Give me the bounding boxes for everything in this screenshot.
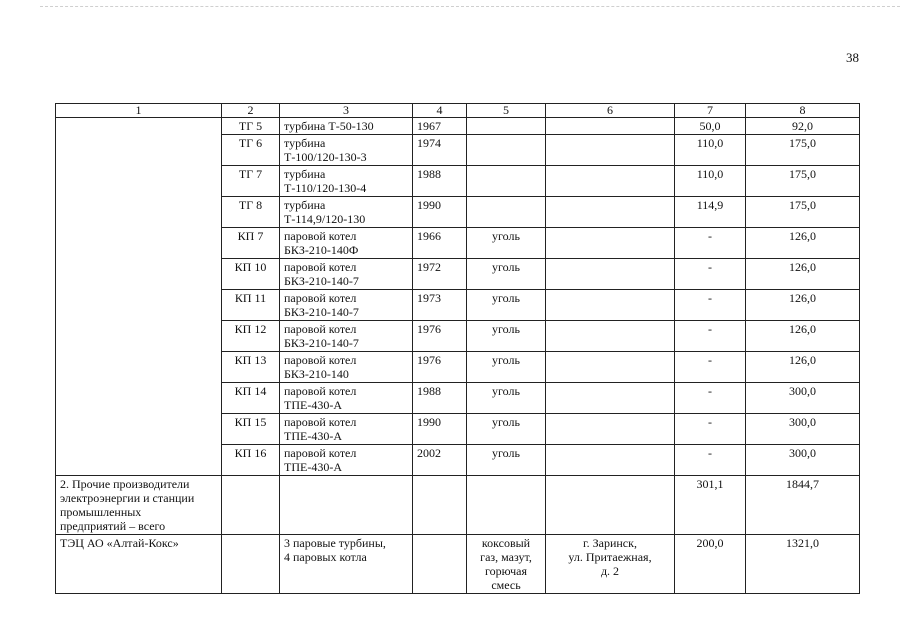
fuel-cell: коксовый газ, мазут, горючая смесь <box>467 535 546 594</box>
equipment-cell: паровой котел БКЗ-210-140-7 <box>280 321 413 352</box>
electric-capacity-cell: 110,0 <box>675 135 746 166</box>
producer-name-cell: ТЭЦ АО «Алтай-Кокс» <box>56 535 222 594</box>
electric-capacity-cell: - <box>675 321 746 352</box>
thermal-capacity-cell: 126,0 <box>746 352 860 383</box>
year-cell: 1990 <box>413 197 467 228</box>
electric-capacity-cell: 114,9 <box>675 197 746 228</box>
thermal-capacity-cell: 126,0 <box>746 321 860 352</box>
year-cell: 1967 <box>413 118 467 135</box>
fuel-cell: уголь <box>467 383 546 414</box>
equipment-cell: паровой котел ТПЕ-430-А <box>280 383 413 414</box>
unit-code-cell: КП 7 <box>222 228 280 259</box>
location-cell <box>546 135 675 166</box>
electric-capacity-cell: - <box>675 228 746 259</box>
year-cell: 1988 <box>413 166 467 197</box>
location-cell <box>546 290 675 321</box>
equipment-cell: паровой котел БКЗ-210-140Ф <box>280 228 413 259</box>
column-number: 3 <box>280 104 413 118</box>
electric-capacity-cell: - <box>675 290 746 321</box>
equipment-cell: турбина Т-114,9/120-130 <box>280 197 413 228</box>
page-number: 38 <box>846 50 859 65</box>
location-cell <box>546 383 675 414</box>
column-number: 2 <box>222 104 280 118</box>
unit-code-cell: ТГ 7 <box>222 166 280 197</box>
location-cell <box>546 166 675 197</box>
fuel-cell <box>467 476 546 535</box>
electric-capacity-cell: 200,0 <box>675 535 746 594</box>
unit-code-cell: ТГ 6 <box>222 135 280 166</box>
location-cell <box>546 259 675 290</box>
thermal-capacity-cell: 126,0 <box>746 259 860 290</box>
location-cell <box>546 321 675 352</box>
equipment-cell: паровой котел БКЗ-210-140-7 <box>280 290 413 321</box>
electric-capacity-cell: - <box>675 259 746 290</box>
location-cell <box>546 197 675 228</box>
thermal-capacity-cell: 92,0 <box>746 118 860 135</box>
location-cell <box>546 352 675 383</box>
year-cell: 1976 <box>413 321 467 352</box>
thermal-capacity-cell: 175,0 <box>746 135 860 166</box>
year-cell: 2002 <box>413 445 467 476</box>
column-number: 8 <box>746 104 860 118</box>
thermal-capacity-cell: 175,0 <box>746 197 860 228</box>
location-cell <box>546 476 675 535</box>
unit-code-cell: ТГ 8 <box>222 197 280 228</box>
unit-code-cell: КП 14 <box>222 383 280 414</box>
year-cell: 1974 <box>413 135 467 166</box>
thermal-capacity-cell: 126,0 <box>746 228 860 259</box>
location-cell <box>546 228 675 259</box>
fuel-cell <box>467 197 546 228</box>
thermal-capacity-cell: 1321,0 <box>746 535 860 594</box>
unit-code-cell: КП 13 <box>222 352 280 383</box>
column-number: 1 <box>56 104 222 118</box>
year-cell: 1972 <box>413 259 467 290</box>
equipment-cell: паровой котел БКЗ-210-140 <box>280 352 413 383</box>
table-row <box>56 535 860 594</box>
thermal-capacity-cell: 126,0 <box>746 290 860 321</box>
equipment-cell: турбина Т-50-130 <box>280 118 413 135</box>
fuel-cell: уголь <box>467 290 546 321</box>
merged-name-cell <box>56 118 222 476</box>
column-number: 5 <box>467 104 546 118</box>
equipment-table <box>55 103 860 594</box>
electric-capacity-cell: - <box>675 414 746 445</box>
column-number: 7 <box>675 104 746 118</box>
table-row <box>56 118 860 135</box>
equipment-cell: паровой котел БКЗ-210-140-7 <box>280 259 413 290</box>
fuel-cell: уголь <box>467 259 546 290</box>
year-cell: 1973 <box>413 290 467 321</box>
equipment-cell: паровой котел ТПЕ-430-А <box>280 445 413 476</box>
unit-code-cell: КП 12 <box>222 321 280 352</box>
thermal-capacity-cell: 175,0 <box>746 166 860 197</box>
unit-code-cell: КП 15 <box>222 414 280 445</box>
equipment-cell: турбина Т-110/120-130-4 <box>280 166 413 197</box>
unit-code-cell: ТГ 5 <box>222 118 280 135</box>
year-cell: 1966 <box>413 228 467 259</box>
electric-capacity-cell: - <box>675 352 746 383</box>
unit-code-cell <box>222 535 280 594</box>
equipment-cell: паровой котел ТПЕ-430-А <box>280 414 413 445</box>
fuel-cell: уголь <box>467 352 546 383</box>
electric-capacity-cell: 301,1 <box>675 476 746 535</box>
fuel-cell <box>467 118 546 135</box>
year-cell: 1988 <box>413 383 467 414</box>
unit-code-cell <box>222 476 280 535</box>
unit-code-cell: КП 10 <box>222 259 280 290</box>
producer-name-cell: 2. Прочие производители электроэнергии и станции промышленных предприятий – всего <box>56 476 222 535</box>
year-cell: 1976 <box>413 352 467 383</box>
unit-code-cell: КП 16 <box>222 445 280 476</box>
fuel-cell: уголь <box>467 228 546 259</box>
table-row <box>56 476 860 535</box>
top-scan-edge <box>40 6 900 7</box>
electric-capacity-cell: 110,0 <box>675 166 746 197</box>
electric-capacity-cell: - <box>675 445 746 476</box>
thermal-capacity-cell: 300,0 <box>746 383 860 414</box>
fuel-cell <box>467 135 546 166</box>
location-cell <box>546 118 675 135</box>
year-cell <box>413 476 467 535</box>
location-cell <box>546 445 675 476</box>
equipment-cell: турбина Т-100/120-130-3 <box>280 135 413 166</box>
thermal-capacity-cell: 300,0 <box>746 445 860 476</box>
column-number: 4 <box>413 104 467 118</box>
column-number-row <box>56 104 860 118</box>
thermal-capacity-cell: 300,0 <box>746 414 860 445</box>
column-number: 6 <box>546 104 675 118</box>
unit-code-cell: КП 11 <box>222 290 280 321</box>
equipment-cell: 3 паровые турбины, 4 паровых котла <box>280 535 413 594</box>
location-cell: г. Заринск, ул. Притаежная, д. 2 <box>546 535 675 594</box>
fuel-cell: уголь <box>467 445 546 476</box>
equipment-cell <box>280 476 413 535</box>
year-cell <box>413 535 467 594</box>
fuel-cell: уголь <box>467 321 546 352</box>
fuel-cell: уголь <box>467 414 546 445</box>
year-cell: 1990 <box>413 414 467 445</box>
location-cell <box>546 414 675 445</box>
electric-capacity-cell: - <box>675 383 746 414</box>
fuel-cell <box>467 166 546 197</box>
electric-capacity-cell: 50,0 <box>675 118 746 135</box>
thermal-capacity-cell: 1844,7 <box>746 476 860 535</box>
